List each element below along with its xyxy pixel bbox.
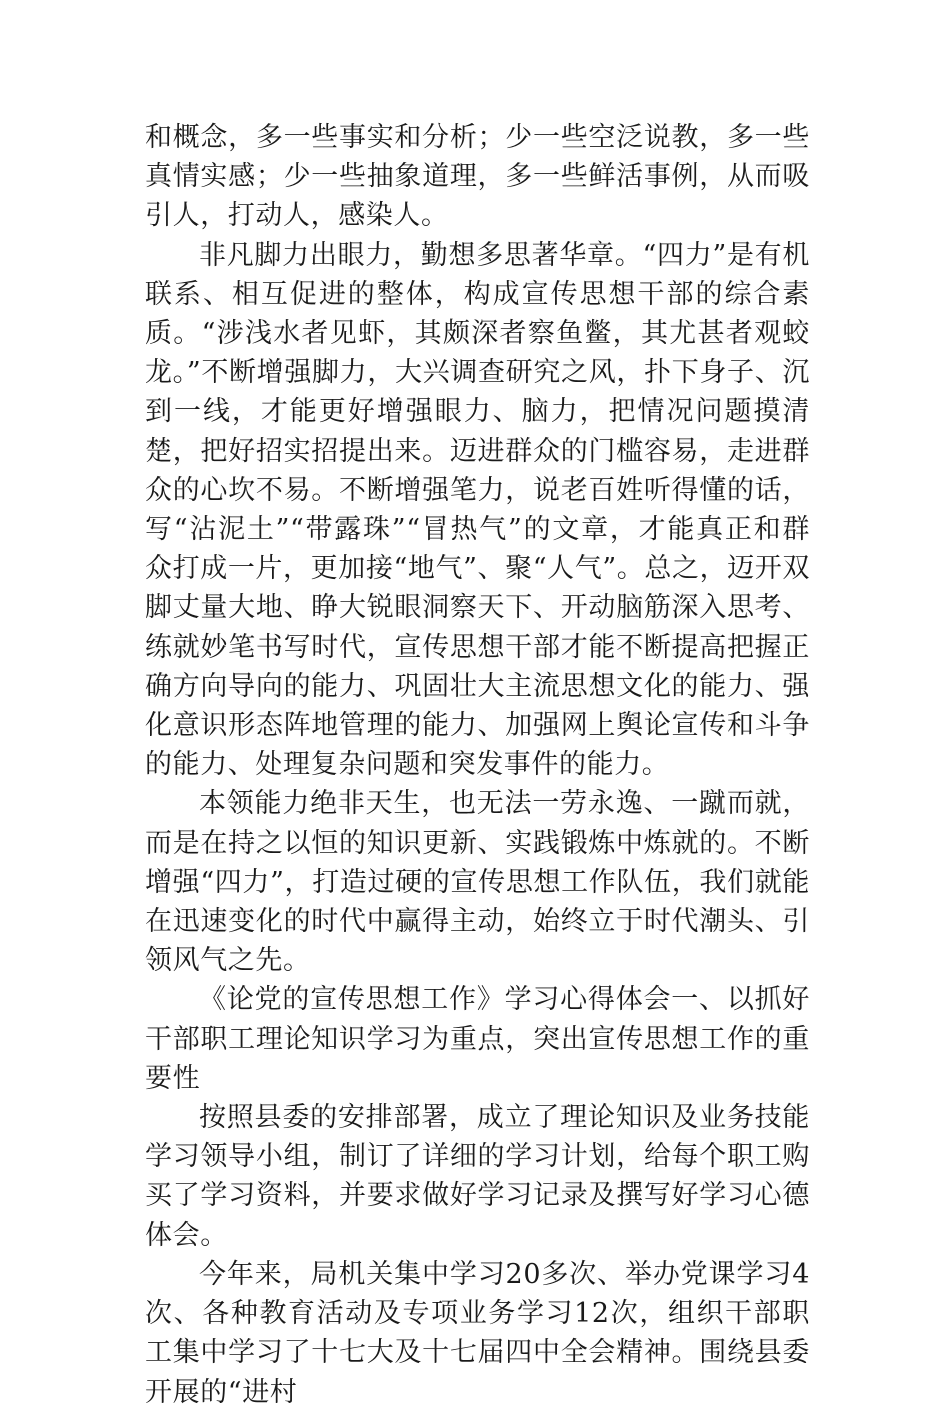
document-body bbox=[145, 118, 810, 1412]
paragraph-study-arrangement: 按照县委的安排部署，成立了理论知识及业务技能学习领导小组，制订了详细的学习计划，给每个职工购买了学习资料，并要求做好学习记录及撰写好学习心德体会。 bbox=[145, 1102, 810, 1251]
paragraph-four-powers: 非凡脚力出眼力，勤想多思著华章。“四力”是有机联系、相互促进的整体，构成宣传思想干部的综合素质。“涉浅水者见虾，其颇深者察鱼鳖，其尤甚者观蛟龙。”不断增强脚力，大兴调查研究之风，扑下身子、沉到一线，才能更好增强眼力、脑力，把情况问题摸清楚，把好招实招提出来。迈进群众的门槛容易，走进群众的心坎不易。不断增强笔力，说老百姓听得懂的话，写“沾泥土”“带露珠”“冒热气”的文章，才能真正和群众打成一片，更加接“地气”、聚“人气”。总之，迈开双脚丈量大地、睁大锐眼洞察天下、开动脑筋深入思考、练就妙笔书写时代，宣传思想干部才能不断提高把握正确方向导向的能力、巩固壮大主流思想文化的能力、强化意识形态阵地管理的能力、加强网上舆论宣传和斗争的能力、处理复杂问题和突发事件的能力。 bbox=[145, 239, 810, 781]
paragraph-ability: 本领能力绝非天生，也无法一劳永逸、一蹴而就，而是在持之以恒的知识更新、实践锻炼中炼就的。不断增强“四力”，打造过硬的宣传思想工作队伍，我们就能在迅速变化的时代中赢得主动，始终立于时代潮头、引领风气之先。 bbox=[145, 788, 810, 977]
paragraph-study-activities: 今年来，局机关集中学习20多次、举办党课学习4次、各种教育活动及专项业务学习12次，组织干部职工集中学习了十七大及十七届四中全会精神。围绕县委开展的“进村 bbox=[145, 1258, 810, 1408]
paragraph-continuation: 和概念，多一些事实和分析；少一些空泛说教，多一些真情实感；少一些抽象道理，多一些鲜活事例，从而吸引人，打动人，感染人。 bbox=[145, 122, 810, 232]
paragraph-study-heading: 《论党的宣传思想工作》学习心得体会一、以抓好干部职工理论知识学习为重点，突出宣传思想工作的重要性 bbox=[145, 984, 810, 1094]
